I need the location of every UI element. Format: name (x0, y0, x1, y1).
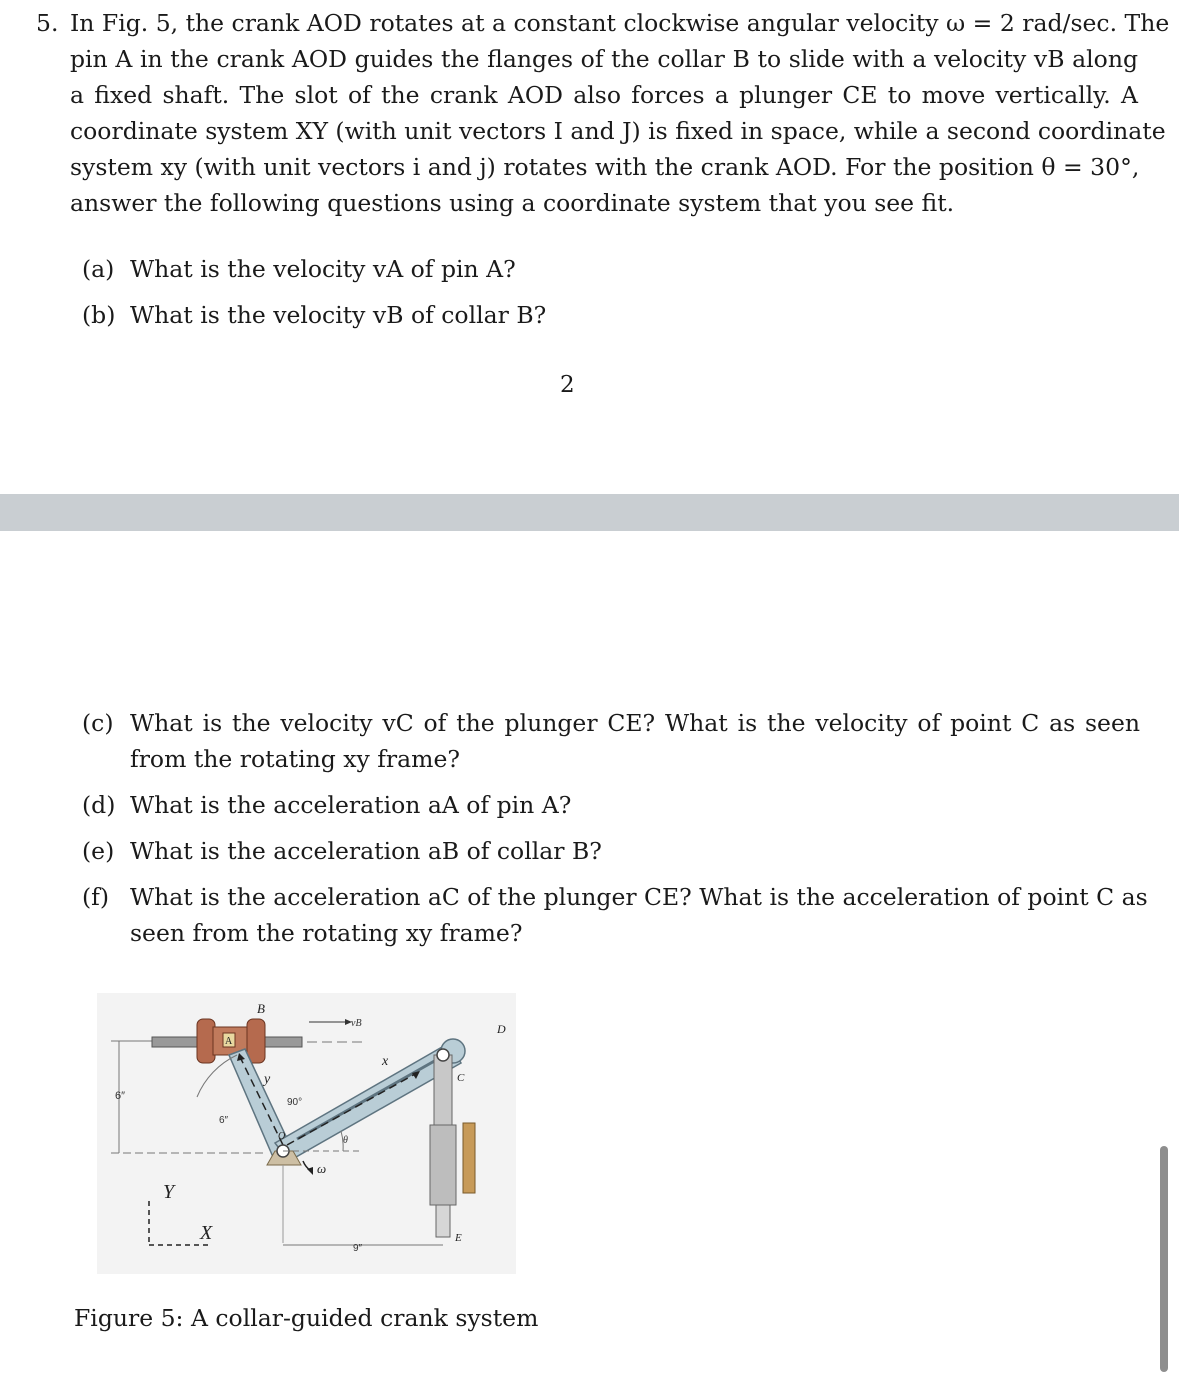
question-text: What is the velocity vA of pin A? (130, 255, 516, 283)
problem-line: coordinate system XY (with unit vectors I and J) is fixed in space, while a second coordinate (70, 117, 1166, 145)
collar-flange-right (247, 1019, 265, 1063)
label-c: C (457, 1072, 465, 1084)
label-vb: vB (351, 1018, 362, 1029)
question-text: from the rotating xy frame? (130, 745, 460, 773)
question-text: What is the acceleration aB of collar B? (130, 837, 602, 865)
dim-6-arm: 6″ (219, 1115, 229, 1126)
angle-90: 90° (287, 1097, 303, 1108)
question-f (82, 879, 1148, 951)
vertical-scrollbar[interactable] (1160, 1146, 1168, 1372)
question-label: (a) (82, 255, 115, 283)
plunger-end-e (436, 1205, 450, 1237)
question-label: (c) (82, 709, 114, 737)
label-b: B (257, 1001, 265, 1016)
question-a (82, 251, 1142, 287)
figure-caption: Figure 5: A collar-guided crank system (74, 1304, 539, 1332)
question-text: What is the velocity vB of collar B? (130, 301, 547, 329)
collar-flange-left (197, 1019, 215, 1063)
label-d: D (497, 1022, 506, 1036)
label-fixed-x: X (200, 1222, 213, 1244)
dim-6-left: 6″ (115, 1090, 126, 1102)
page-separator (0, 494, 1179, 531)
pin-c (437, 1049, 449, 1061)
label-o: O (278, 1131, 286, 1142)
label-e: E (455, 1232, 462, 1244)
question-c (82, 705, 1142, 777)
problem-line: system xy (with unit vectors i and j) rotates with the crank AOD. For the position θ = 30°, (70, 153, 1140, 181)
problem-statement (0, 0, 1179, 230)
problem-line: answer the following questions using a coordinate system that you see fit. (70, 189, 955, 217)
question-label: (f) (82, 883, 110, 911)
question-text: What is the acceleration aA of pin A? (130, 791, 572, 819)
problem-line: In Fig. 5, the crank AOD rotates at a constant clockwise angular velocity ω = 2 rad/sec. The (70, 9, 1170, 37)
question-e (82, 833, 1142, 869)
question-b (82, 297, 1142, 333)
question-text: What is the velocity vC of the plunger CE? What is the velocity of point C as seen (130, 709, 1140, 737)
problem-line: a fixed shaft. The slot of the crank AOD also forces a plunger CE to move vertically. A (70, 81, 1138, 109)
question-text: What is the acceleration aC of the plunger CE? What is the acceleration of point C as (130, 883, 1148, 911)
page-number: 2 (560, 372, 575, 398)
label-a: A (225, 1036, 233, 1047)
label-fixed-y: Y (163, 1181, 175, 1203)
label-y: y (264, 1072, 271, 1087)
question-text: seen from the rotating xy frame? (130, 919, 523, 947)
crank-mechanism-diagram (97, 993, 516, 1274)
label-theta: θ (343, 1135, 348, 1146)
question-d (82, 787, 1142, 823)
problem-text (70, 5, 1170, 221)
guide-bracket (463, 1123, 475, 1193)
plunger-guide (430, 1125, 456, 1205)
problem-line: pin A in the crank AOD guides the flanges of the collar B to slide with a velocity vB along (70, 45, 1138, 73)
dim-9: 9″ (353, 1243, 363, 1254)
label-x: x (382, 1054, 389, 1069)
question-label: (e) (82, 837, 115, 865)
problem-number: 5. (36, 9, 59, 37)
question-label: (d) (82, 791, 116, 819)
crank-mechanism-figure (97, 993, 516, 1274)
question-label: (b) (82, 301, 116, 329)
label-omega: ω (317, 1161, 327, 1176)
